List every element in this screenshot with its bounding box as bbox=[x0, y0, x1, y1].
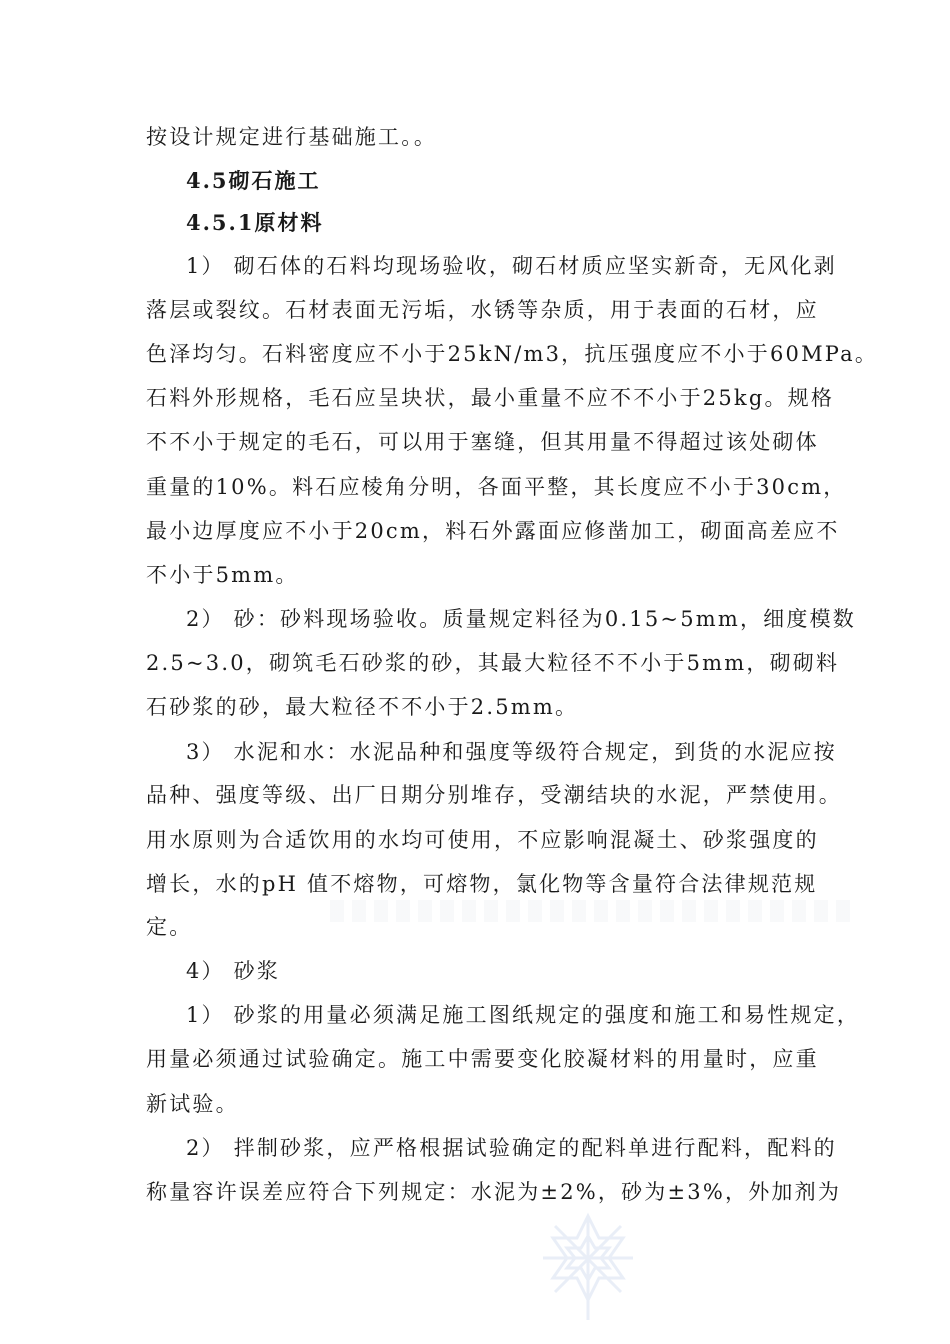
paragraph-line: 称量容许误差应符合下列规定：水泥为±2%，砂为±3%，外加剂为 bbox=[146, 1180, 842, 1204]
paragraph-line: 色泽均匀。石料密度应不小于25kN/m3，抗压强度应不小于60MPa。 bbox=[146, 342, 879, 366]
paragraph-line: 用量必须通过试验确定。施工中需要变化胶凝材料的用量时，应重 bbox=[146, 1047, 819, 1071]
paragraph-line: 品种、强度等级、出厂日期分别堆存，受潮结块的水泥，严禁使用。 bbox=[146, 783, 842, 807]
paragraph-line: 不不小于规定的毛石，可以用于塞缝，但其用量不得超过该处砌体 bbox=[146, 430, 819, 454]
paragraph-line: 3） 水泥和水：水泥品种和强度等级符合规定，到货的水泥应按 bbox=[186, 740, 837, 764]
paragraph-line: 石料外形规格，毛石应呈块状，最小重量不应不不小于25kg。规格 bbox=[146, 386, 835, 410]
paragraph-line: 2） 砂：砂料现场验收。质量规定料径为0.15~5mm，细度模数 bbox=[186, 607, 856, 631]
paragraph-line: 石砂浆的砂，最大粒径不不小于2.5mm。 bbox=[146, 695, 579, 719]
paragraph-line: 增长，水的pH 值不熔物，可熔物，氯化物等含量符合法律规范规 bbox=[146, 872, 818, 896]
paragraph-line: 新试验。 bbox=[146, 1092, 239, 1116]
section-heading: 4.5砌石施工 bbox=[186, 168, 321, 193]
paragraph-line: 不小于5mm。 bbox=[146, 563, 299, 587]
paragraph-line: 定。 bbox=[146, 915, 193, 939]
paragraph-line: 2.5~3.0，砌筑毛石砂浆的砂，其最大粒径不不小于5mm，砌砌料 bbox=[146, 651, 840, 675]
list-heading: 4） 砂浆 bbox=[186, 959, 281, 983]
paragraph-line: 1） 砌石体的石料均现场验收，砌石材质应坚实新奇，无风化剥 bbox=[186, 254, 837, 278]
paragraph-line: 最小边厚度应不小于20cm，料石外露面应修凿加工，砌面高差应不 bbox=[146, 519, 840, 543]
paragraph-line: 落层或裂纹。石材表面无污垢，水锈等杂质，用于表面的石材，应 bbox=[146, 298, 819, 322]
snowflake-logo-icon bbox=[533, 1208, 643, 1328]
paragraph-line: 用水原则为合适饮用的水均可使用，不应影响混凝土、砂浆强度的 bbox=[146, 828, 819, 852]
paragraph-line: 按设计规定进行基础施工。。 bbox=[146, 125, 438, 149]
paragraph-line: 1） 砂浆的用量必须满足施工图纸规定的强度和施工和易性规定， bbox=[186, 1003, 861, 1027]
paragraph-line: 重量的10%。料石应棱角分明，各面平整，其长度应不小于30cm， bbox=[146, 475, 847, 499]
paragraph-line: 2） 拌制砂浆，应严格根据试验确定的配料单进行配料，配料的 bbox=[186, 1136, 837, 1160]
subsection-heading: 4.5.1原材料 bbox=[186, 210, 324, 235]
